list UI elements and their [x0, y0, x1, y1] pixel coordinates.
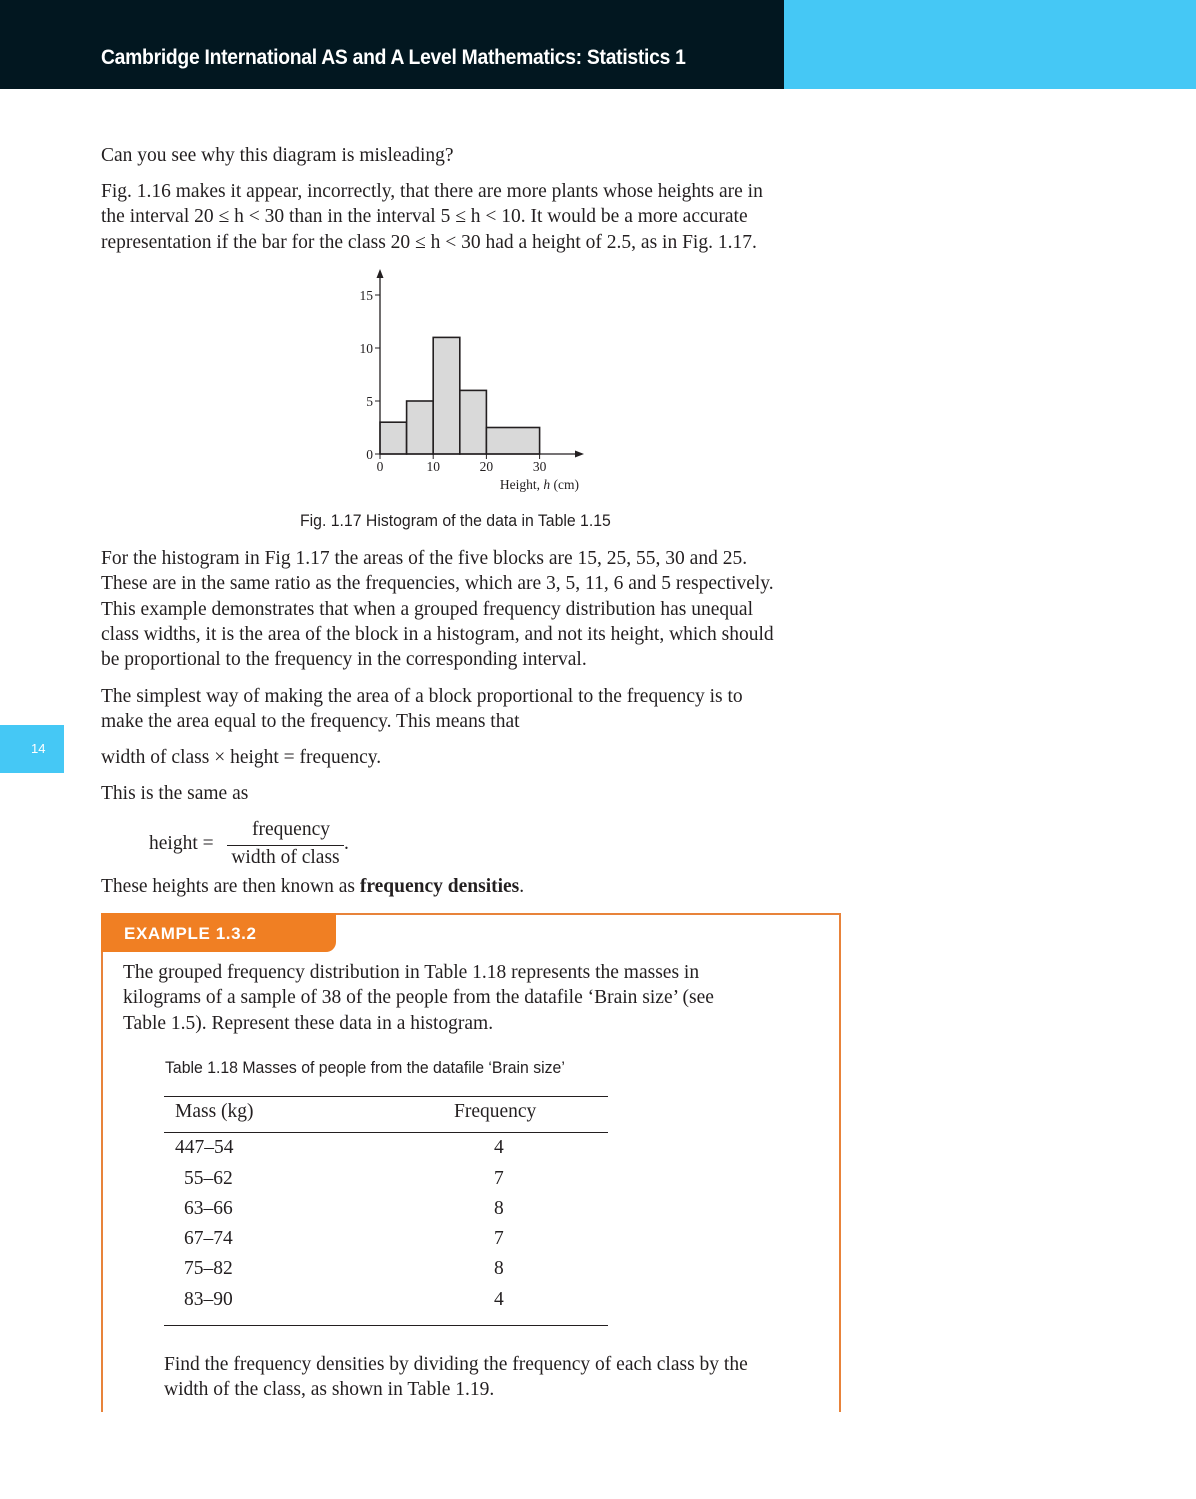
text-line: The grouped frequency distribution in Table 1.18 represents the masses in [123, 962, 700, 983]
text-span: These heights are then known as [101, 876, 360, 897]
table-cell-mass: 75–82 [184, 1258, 233, 1279]
formula-denominator: width of class [231, 847, 340, 868]
table-cell-frequency: 8 [494, 1198, 504, 1219]
x-tick-label: 30 [532, 459, 547, 474]
histogram-bar [460, 390, 487, 454]
book-title: Cambridge International AS and A Level Mathematics: Statistics 1 [101, 46, 686, 69]
table-header-frequency: Frequency [454, 1101, 537, 1122]
histogram-bars [380, 337, 540, 454]
equation-width-height: width of class × height = frequency. [101, 747, 382, 768]
y-tick-label: 5 [366, 394, 373, 409]
example-intro [123, 960, 714, 1036]
paragraph-frequency-densities [101, 874, 846, 899]
table-header-mass: Mass (kg) [175, 1101, 254, 1122]
text-line: width of the class, as shown in Table 1.19. [164, 1379, 495, 1401]
text-line: representation if the bar for the class 20 ≤ h < 30 had a height of 2.5, as in Fig. 1.17. [101, 231, 757, 253]
table-cell-frequency: 7 [494, 1228, 504, 1249]
formula-numerator: frequency [252, 819, 330, 840]
text-line: These are in the same ratio as the frequencies, which are 3, 5, 11, 6 and 5 respectively. [101, 573, 774, 595]
x-tick-label: 10 [426, 459, 440, 474]
fraction-bar [227, 845, 344, 846]
y-tick-label: 10 [359, 341, 373, 356]
table-cell-mass: 447–54 [175, 1137, 234, 1158]
x-tick-label: 0 [376, 459, 384, 474]
paragraph-areas [101, 546, 846, 672]
header-accent-band [784, 0, 1196, 89]
histogram-bar [407, 401, 434, 454]
histogram-figure [340, 260, 600, 500]
table-cell-mass: 83–90 [184, 1289, 233, 1310]
y-axis-arrow-icon [377, 269, 384, 278]
histogram-chart [340, 260, 600, 500]
y-tick-label: 15 [359, 288, 373, 303]
histogram-bar [433, 337, 460, 454]
text-line: kilograms of a sample of 38 of the people from the datafile ‘Brain size’ (see [123, 987, 714, 1009]
text-line: For the histogram in Fig 1.17 the areas of the five blocks are 15, 25, 55, 30 and 25. [101, 548, 748, 569]
paragraph-question: Can you see why this diagram is misleading? [101, 145, 454, 166]
table-cell-frequency: 8 [494, 1258, 504, 1279]
text-line: Table 1.5). Represent these data in a histogram. [123, 1012, 494, 1034]
text-line: the interval 20 ≤ h < 30 than in the interval 5 ≤ h < 10. It would be a more accurate [101, 206, 748, 228]
page-number: 14 [31, 741, 46, 756]
histogram-bar [486, 428, 539, 455]
formula-period: . [344, 833, 349, 854]
text-line: make the area equal to the frequency. This means that [101, 711, 520, 733]
text-span: . [519, 876, 525, 897]
table-cell-mass: 67–74 [184, 1228, 233, 1249]
paragraph-same-as: This is the same as [101, 783, 249, 804]
table-cell-mass: 63–66 [184, 1198, 233, 1219]
figure-caption: Fig. 1.17 Histogram of the data in Table 1.15 [300, 511, 611, 530]
table-bottom-rule [164, 1325, 608, 1326]
table-cell-frequency: 7 [494, 1168, 504, 1189]
key-term: frequency densities [359, 876, 520, 897]
page-header [0, 0, 1196, 89]
paragraph-explanation [101, 179, 846, 255]
formula-lhs: height = [149, 833, 214, 854]
text-line: Fig. 1.16 makes it appear, incorrectly, that there are more plants whose heights are in [101, 181, 763, 202]
example-followup [164, 1352, 748, 1403]
table-caption: Table 1.18 Masses of people from the datafile ‘Brain size’ [165, 1058, 565, 1077]
example-label: EXAMPLE 1.3.2 [124, 924, 257, 943]
text-line: This example demonstrates that when a grouped frequency distribution has unequal [101, 598, 753, 620]
table-cell-mass: 55–62 [184, 1168, 233, 1189]
text-line: class widths, it is the area of the block in a histogram, and not its height, which should [101, 623, 774, 645]
header-dark-band [0, 0, 784, 89]
table-top-rule [164, 1096, 608, 1097]
x-tick-label: 20 [479, 459, 494, 474]
x-axis-label: Height, h (cm) [499, 477, 579, 492]
table-cell-frequency: 4 [494, 1289, 504, 1310]
table-header-rule [164, 1132, 608, 1133]
table-cell-frequency: 4 [494, 1137, 504, 1158]
paragraph-simplest-way [101, 684, 846, 735]
x-ticks [377, 454, 547, 474]
histogram-bar [380, 422, 407, 454]
text-line: be proportional to the frequency in the corresponding interval. [101, 649, 587, 671]
y-tick-label: 0 [366, 447, 373, 462]
text-line: Find the frequency densities by dividing the frequency of each class by the [164, 1354, 748, 1375]
x-axis-arrow-icon [575, 451, 584, 458]
y-ticks [360, 288, 381, 462]
text-line: The simplest way of making the area of a block proportional to the frequency is to [101, 686, 743, 707]
